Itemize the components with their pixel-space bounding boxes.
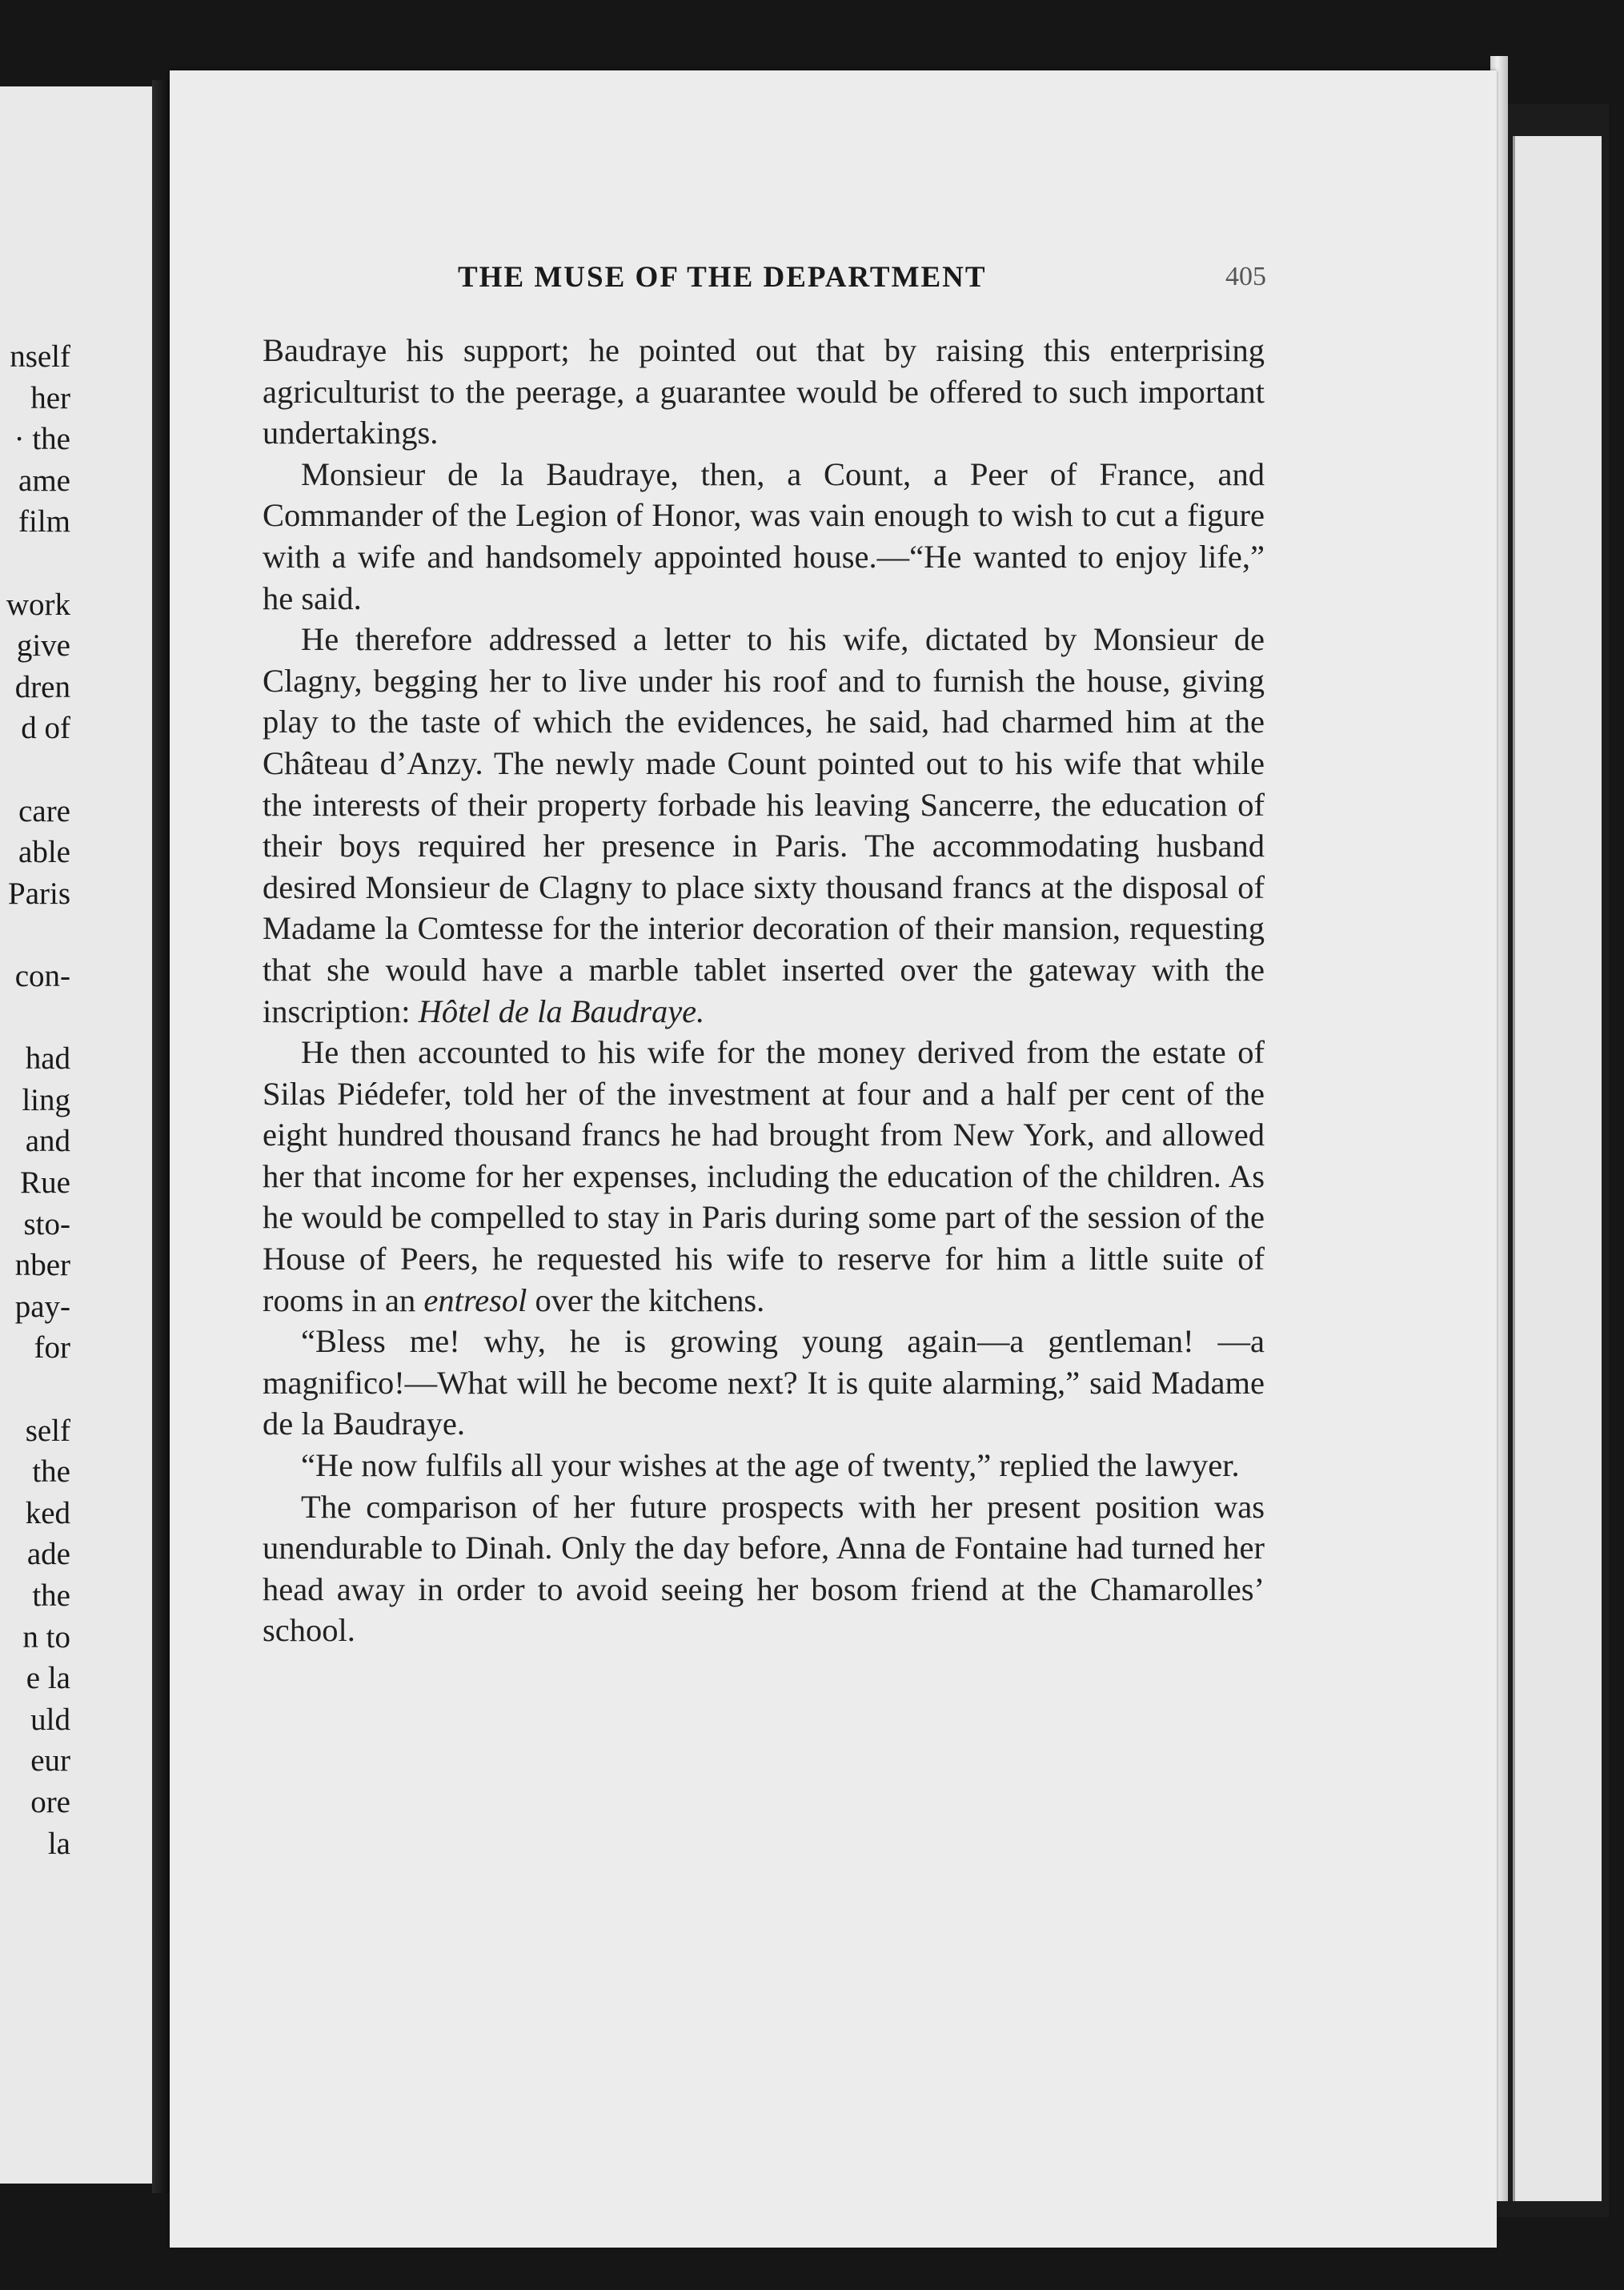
left-page-fragment: her [30, 380, 70, 415]
left-page-fragment: the [32, 1578, 70, 1613]
left-page-fragment: and [25, 1124, 70, 1159]
left-page-fragment: film [18, 504, 70, 539]
body-text [263, 330, 1265, 1651]
paragraph: “Bless me! why, he is growing young again—a gentleman! —a magnifico!—What will he become next? It is quite alarming,” said Madame de la Baudraye. [263, 1323, 1265, 1442]
left-page [0, 86, 160, 2184]
left-page-fragment: · the [14, 422, 70, 457]
left-page-fragment: d of [21, 711, 70, 746]
left-page-fragment: had [25, 1041, 70, 1077]
left-page-fragment: care [18, 793, 70, 828]
left-page-fragments [0, 86, 160, 2184]
left-page-fragment: con- [14, 959, 70, 993]
left-page-fragment: ling [22, 1082, 70, 1117]
italic-word: entresol [423, 1281, 527, 1318]
left-page-fragment: Paris [8, 876, 70, 911]
paragraph: “He now fulfils all your wishes at the age of twenty,” replied the lawyer. [301, 1447, 1240, 1484]
left-page-fragment: ade [26, 1537, 70, 1572]
left-page-fragment: ore [30, 1785, 70, 1819]
left-page-fragment: nself [10, 339, 70, 374]
left-page-fragment: ame [18, 463, 70, 498]
paragraph: Monsieur de la Baudraye, then, a Count, a Peer of France, and Commander of the Legion of Honor, was vain enough to wish to cut a figure with a wife and handsomely appointed house.—“He wanted to enjoy life,” he said. [263, 455, 1265, 616]
left-page-fragment: for [34, 1330, 70, 1366]
running-title: THE MUSE OF THE DEPARTMENT [458, 261, 987, 294]
left-page-fragment: able [18, 835, 70, 870]
left-page-fragment: uld [30, 1702, 70, 1737]
left-page-fragment: self [25, 1413, 70, 1448]
left-page-fragment: sto- [23, 1206, 70, 1241]
left-page-fragment: eur [30, 1743, 70, 1779]
paragraph: The comparison of her future prospects with her present position was unendurable to Dinah. Only the day before, Anna de Fontaine had turned her head away in order to avoid seeing her bosom friend at the Chamarolles’ school. [263, 1488, 1265, 1649]
left-page-fragment: dren [14, 669, 70, 704]
left-page-fragment: give [16, 628, 70, 664]
left-page-fragment: la [47, 1826, 70, 1861]
left-page-fragment: n to [22, 1619, 70, 1654]
italic-inscription: Hôtel de la Baudraye. [418, 993, 705, 1029]
left-page-fragment: work [6, 587, 70, 622]
left-page-fragment: nber [14, 1248, 70, 1283]
running-head [290, 260, 1266, 308]
back-page-sheet [1513, 136, 1602, 2201]
left-page-fragment: pay- [14, 1289, 70, 1324]
left-page-fragment: e la [26, 1661, 70, 1696]
left-page-fragment: ked [25, 1495, 70, 1530]
paragraph: He then accounted to his wife for the money derived from the estate of Silas Piédefer, told her of the investment at four and a half per cent of the eight hundred thousand francs he had brought from New York, and allowed her that income for her expenses, including the education of the children. As he would be compelled to stay in Paris during some part of the session of the House of Peers, he requested his wife to reserve for him a little suite of rooms in an entresol over the kitchens. [263, 1034, 1265, 1318]
paragraph: He therefore addressed a letter to his wife, dictated by Monsieur de Clagny, begging her to live under his roof and to furnish the house, giving play to the taste of which the evidences, he said, had charmed him at the Château d’Anzy. The newly made Count pointed out to his wife that while the interests of their property forbade his leaving Sancerre, the education of their boys required her presence in Paris. The accommodating husband desired Monsieur de Clagny to place sixty thousand francs at the disposal of Madame la Comtesse for the interior decoration of their mansion, requesting that she would have a marble tablet inserted over the gateway with the inscription: Hôtel de la Baudraye. [263, 621, 1265, 1029]
paragraph: Baudraye his support; he pointed out that by raising this enterprising agriculturist to the peerage, a guarantee would be offered to such important undertakings. [263, 332, 1265, 451]
left-page-fragment: the [32, 1454, 70, 1490]
left-page-fragment: Rue [20, 1165, 70, 1200]
page-number: 405 [1225, 262, 1266, 291]
